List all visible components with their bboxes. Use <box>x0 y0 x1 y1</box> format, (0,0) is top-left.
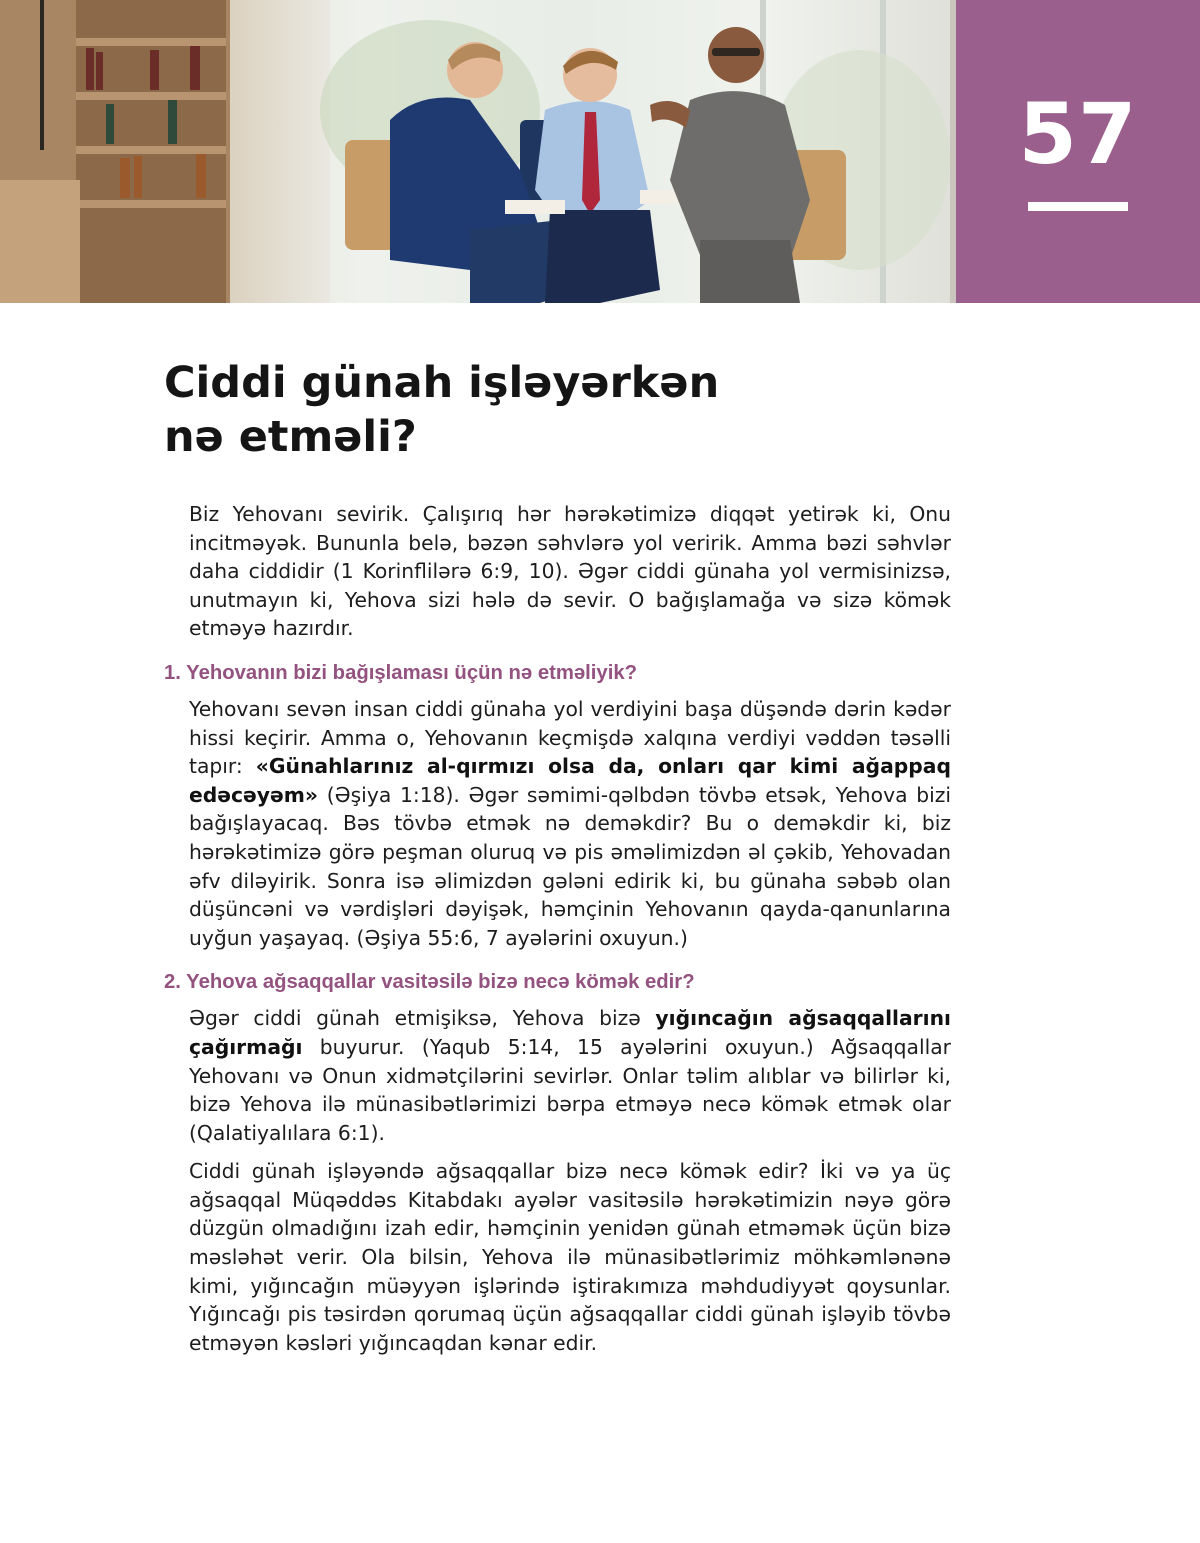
q2-text-a: Əgər ciddi günah etmişiksə, Yehova bizə <box>189 1006 656 1031</box>
lesson-number-box <box>956 0 1200 303</box>
q2-text-b: buyurur. (Yaqub 5:14, 15 ayələrini oxuyun.) Ağsaqqallar Yehovanı və Onun xidmətçilərini sevirlər. Onlar təlim alıblar və bilirlər ki, bizə Yehova ilə münasibətlərimizi bərpa etməyə necə kömək etmək olar (Qalatiyalılara 6:1). <box>189 1034 951 1145</box>
lesson-number-rule <box>1028 202 1128 211</box>
q2-bold-phrase: yığıncağın ağsaqqallarını çağırmağı <box>189 1006 952 1059</box>
title-line-1: Ciddi günah işləyərkən <box>164 358 720 408</box>
question-2-paragraph-2: Ciddi günah işləyəndə ağsaqqallar bizə necə kömək edir? İki və ya üç ağsaqqal Müqəddəs Kitabdakı ayələr vasitəsilə hərəkətimizin nəyə görə düzgün olmadığını izah edir, həmçinin yenidən günah etməmək üçün bizə məsləhət verir. Ola bilsin, Yehova ilə münasibətlərimiz möhkəmlənənə kimi, yığıncağın müəyyən işlərində iştirakımıza məhdudiyyət qoysunlar. Yığıncağı pis təsirdən qorumaq üçün ağsaqqallar ciddi günah işləyib tövbə etməyən kəsləri yığıncaqdan kənar edir. <box>189 1159 951 1355</box>
photo-three-men-talking-icon <box>0 0 956 303</box>
lesson-number: 57 <box>1018 85 1138 183</box>
question-2-paragraph-1 <box>189 1004 951 1147</box>
q1-text-a: Yehovanı sevən insan ciddi günaha yol verdiyini başa düşəndə dərin kədər hissi keçirir. Amma o, Yehovanın keçmişdə xalqına verdiyi vəddən təsəlli tapır: <box>189 696 951 779</box>
intro-paragraph: Biz Yehovanı sevirik. Çalışırıq hər hərəkətimizə diqqət yetirək ki, Onu incitməyək. Bununla belə, bəzən səhvlərə yol veririk. Amma bəzi səhvlər daha ciddidir (1 Korinflilərə 6:9, 10). Əgər ciddi günaha yol vermisinizsə, unutmayın ki, Yehova sizi hələ də sevir. O bağışlamağa və sizə kömək etməyə hazırdır. <box>189 502 951 641</box>
question-1-paragraph <box>189 695 951 952</box>
hero-photo <box>0 0 956 303</box>
q1-scripture-quote: «Günahlarınız al-qırmızı olsa da, onları qar kimi ağappaq edəcəyəm» <box>189 754 951 807</box>
question-2-heading: 2. Yehova ağsaqqallar vasitəsilə bizə necə kömək edir? <box>164 971 695 994</box>
question-1-heading: 1. Yehovanın bizi bağışlaması üçün nə etməliyik? <box>164 661 638 684</box>
q1-text-b: (Əşiya 1:18). Əgər səmimi-qəlbdən tövbə etsək, Yehova bizi bağışlayacaq. Bəs tövbə etmək nə deməkdir? Bu o deməkdir ki, biz hərəkətimizə görə peşman oluruq və pis əməlimizdən əl çəkib, Yehovadan əfv diləyirik. Sonra isə əlimizdən gələni edirik ki, bu günaha səbəb olan düşüncəni və vərdişləri dəyişək, həmçinin Yehovanın qayda-qanunlarına uyğun yaşayaq. (Əşiya 55:6, 7 ayələrini oxuyun.) <box>189 782 951 950</box>
lesson-body <box>164 500 951 1367</box>
title-line-2: nə etməli? <box>164 412 417 462</box>
page-title <box>164 356 944 464</box>
